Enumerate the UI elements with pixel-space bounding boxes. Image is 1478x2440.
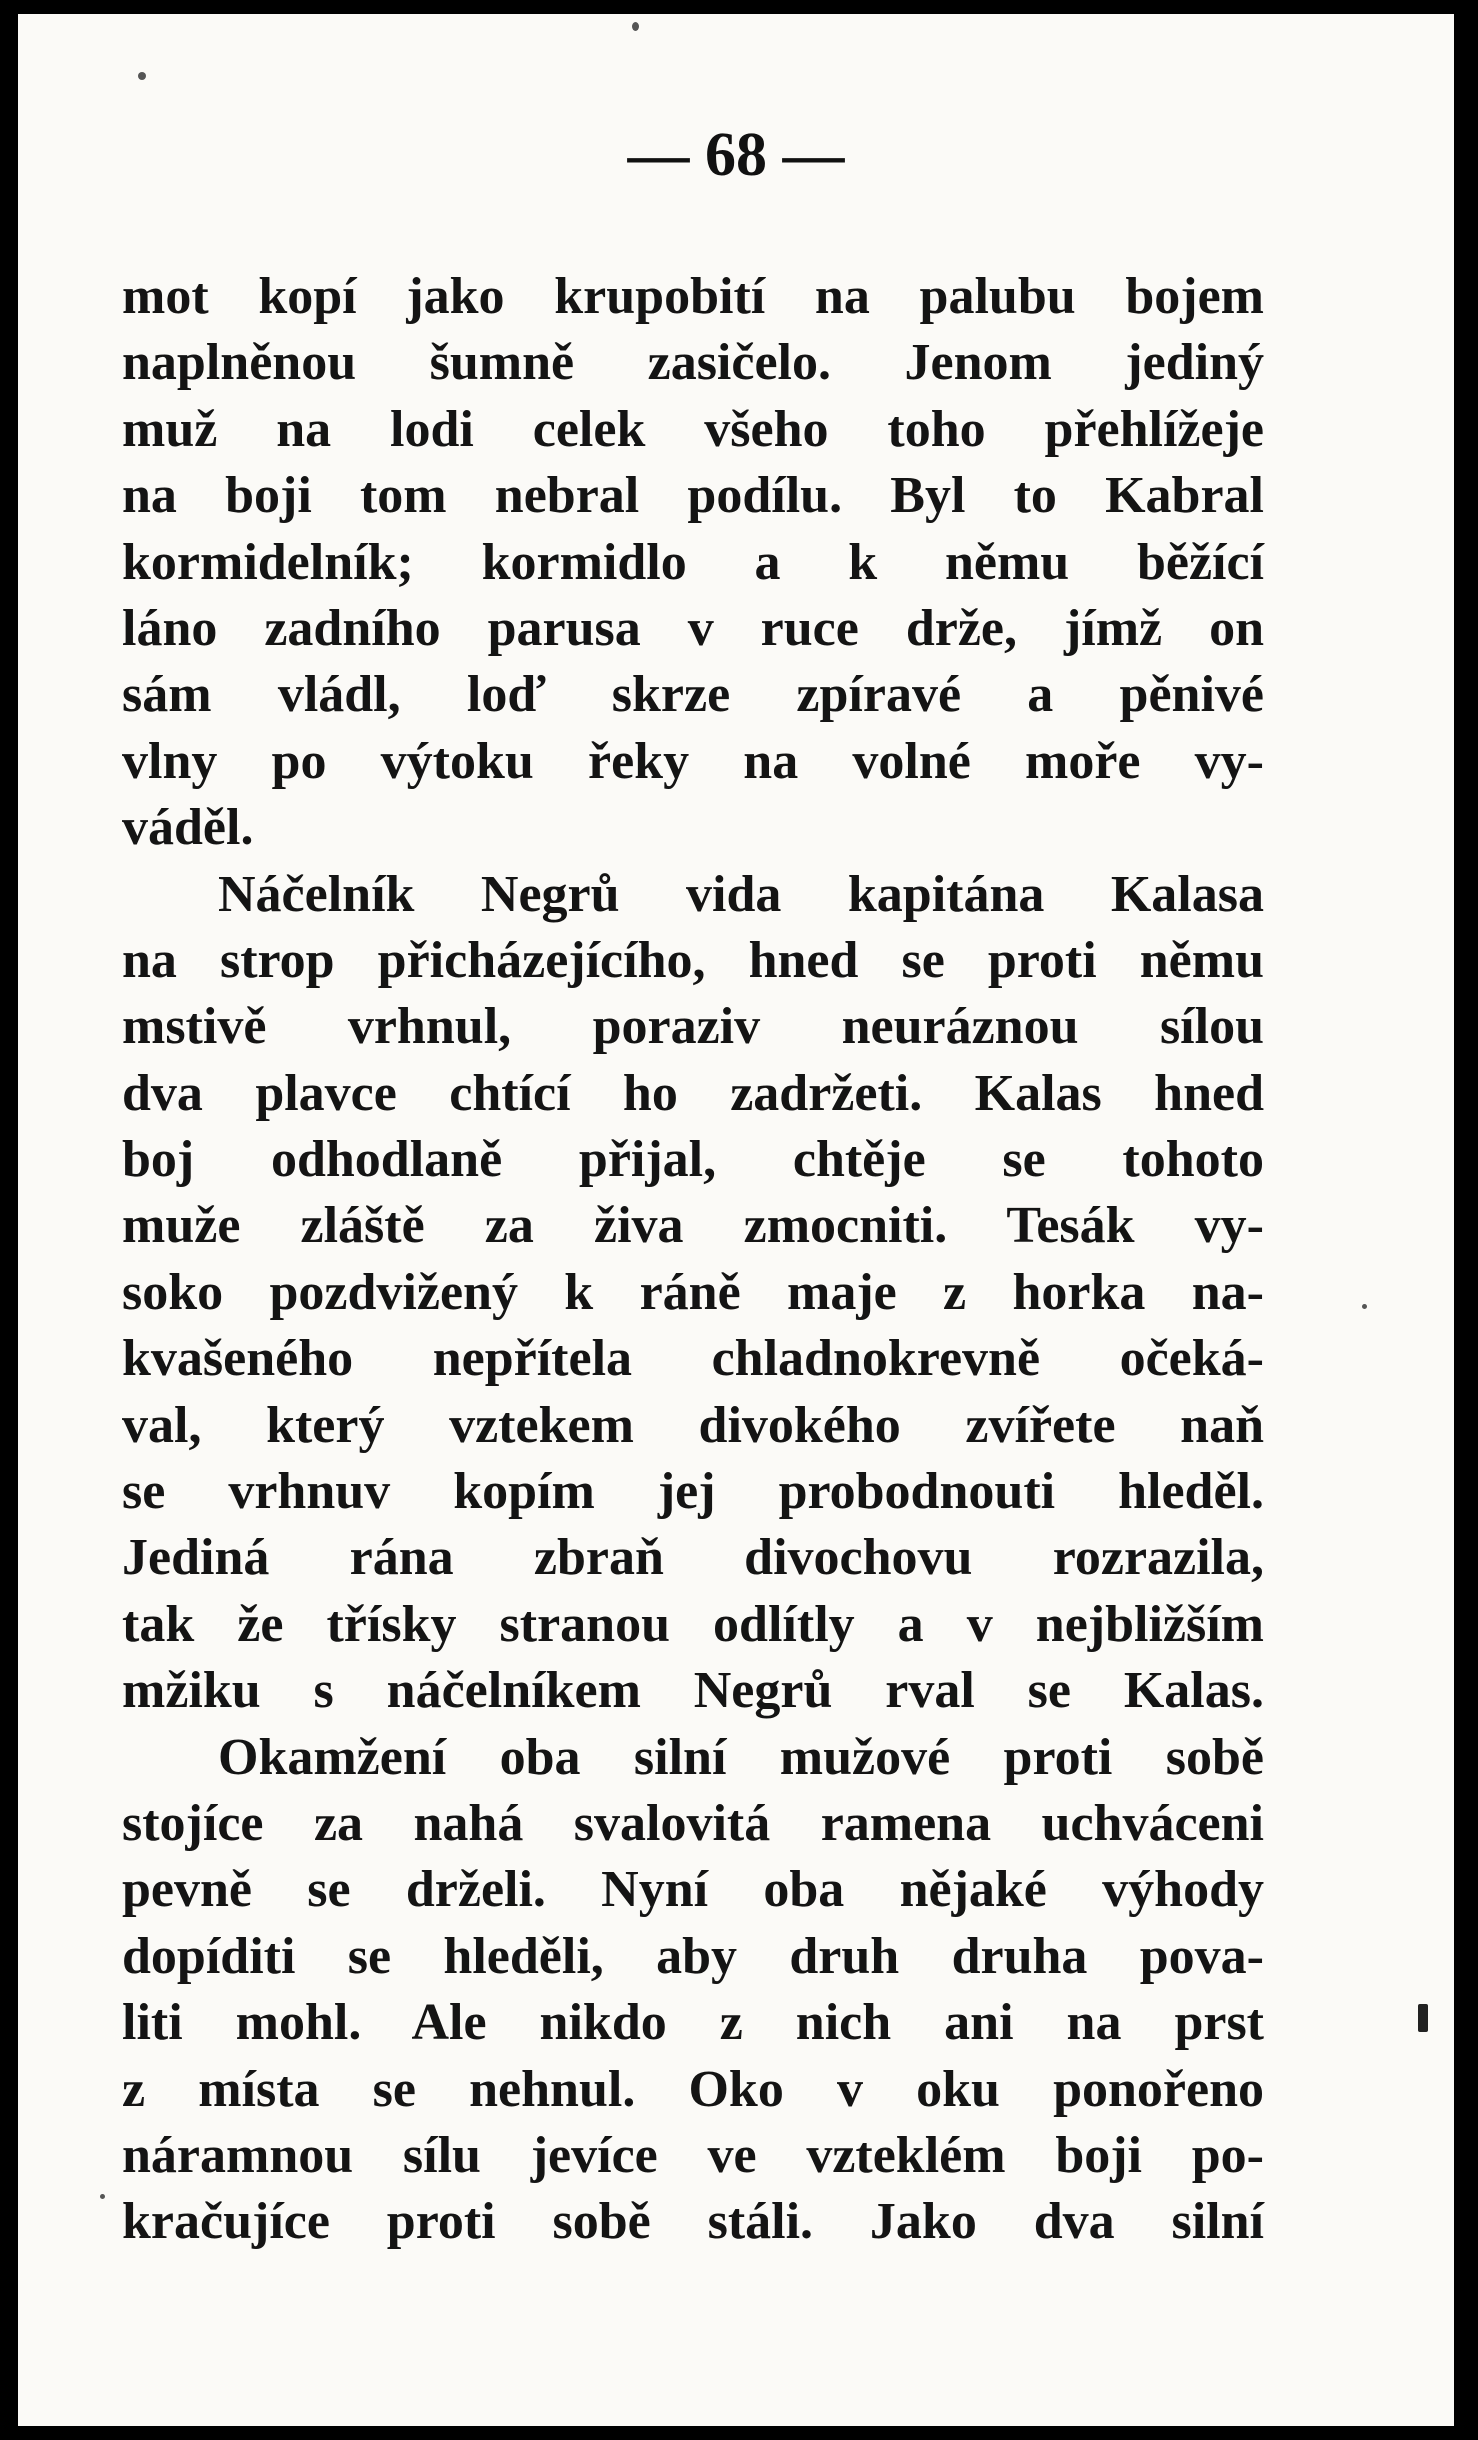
text-line: liti mohl. Ale nikdo z nich ani na prst — [122, 1994, 1264, 2052]
text-line: na boji tom nebral podílu. Byl to Kabral — [122, 467, 1264, 525]
text-line: tak že třísky stranou odlítly a v nejbližším — [122, 1595, 1264, 1653]
text-line: se vrhnuv kopím jej probodnouti hleděl. — [122, 1463, 1264, 1521]
paragraph-1 — [122, 264, 1264, 862]
text-line: Okamžení oba silní mužové proti sobě — [218, 1728, 1264, 1786]
scan-speck — [632, 22, 639, 31]
text-line: z místa se nehnul. Oko v oku ponořeno — [122, 2060, 1264, 2118]
text-line: mot kopí jako krupobití na palubu bojem — [122, 268, 1264, 325]
scan-speck — [1362, 1304, 1367, 1309]
text-line: muže zláště za živa zmocniti. Tesák vy- — [122, 1197, 1264, 1255]
text-line: mstivě vrhnul, poraziv neuráznou sílou — [122, 998, 1264, 1056]
scan-speck — [100, 2194, 105, 2199]
text-line: muž na lodi celek všeho toho přehlížeje — [122, 400, 1264, 458]
text-line: sám vládl, loď skrze zpíravé a pěnivé — [122, 666, 1264, 724]
paragraph-3 — [122, 1725, 1264, 2256]
text-line: kvašeného nepřítela chladnokrevně očeká- — [122, 1330, 1264, 1388]
page-number: — 68 — — [627, 121, 845, 189]
text-line: náramnou sílu jevíce ve vzteklém boji po- — [122, 2126, 1264, 2184]
book-page — [18, 14, 1454, 2426]
text-line: boj odhodlaně přijal, chtěje se tohoto — [122, 1131, 1264, 1189]
body-text — [122, 264, 1264, 2256]
text-line: vlny po výtoku řeky na volné moře vy- — [122, 732, 1264, 790]
text-line: váděl. — [122, 799, 254, 857]
text-line: soko pozdvižený k ráně maje z horka na- — [122, 1263, 1264, 1321]
text-line: kračujíce proti sobě stáli. Jako dva silní — [122, 2193, 1264, 2251]
text-line: val, který vztekem divokého zvířete naň — [122, 1396, 1264, 1454]
text-line: stojíce za nahá svalovitá ramena uchváceni — [122, 1794, 1264, 1852]
text-line: láno zadního parusa v ruce drže, jímž on — [122, 599, 1264, 657]
scan-speck — [138, 72, 146, 80]
paragraph-2 — [122, 862, 1264, 1725]
text-line: Jediná rána zbraň divochovu rozrazila, — [122, 1529, 1264, 1587]
scan-speck — [1418, 2004, 1428, 2032]
text-line: na strop přicházejícího, hned se proti němu — [122, 931, 1264, 989]
text-line: dva plavce chtící ho zadržeti. Kalas hned — [122, 1064, 1264, 1122]
text-line: dopíditi se hleděli, aby druh druha pova- — [122, 1927, 1264, 1985]
text-line: naplněnou šumně zasičelo. Jenom jediný — [122, 334, 1264, 392]
text-line: Náčelník Negrů vida kapitána Kalasa — [218, 865, 1264, 923]
text-line: mžiku s náčelníkem Negrů rval se Kalas. — [122, 1662, 1264, 1720]
text-line: pevně se drželi. Nyní oba nějaké výhody — [122, 1861, 1264, 1919]
text-line: kormidelník; kormidlo a k němu běžící — [122, 533, 1264, 591]
